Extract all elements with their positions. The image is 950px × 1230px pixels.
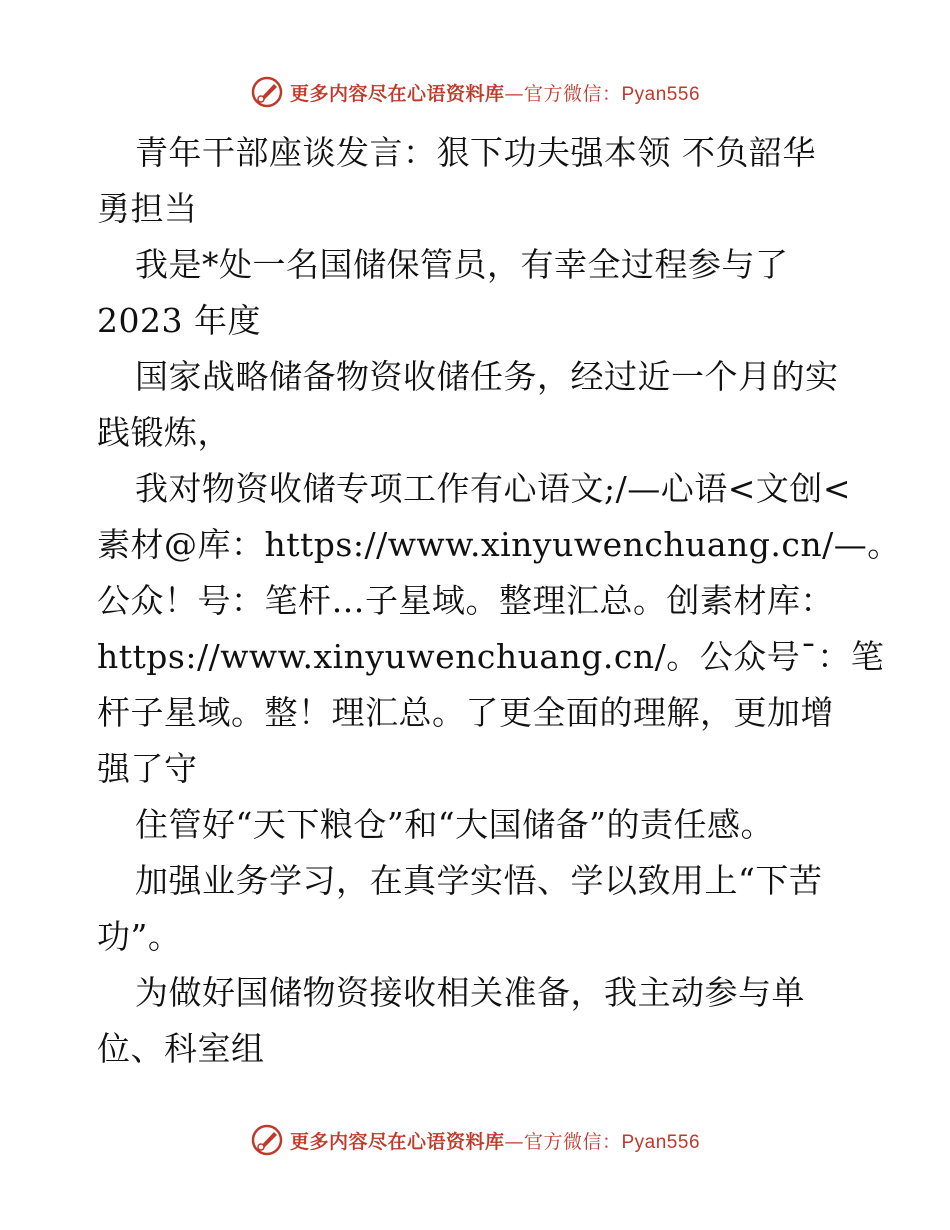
footer-wechat: 官方微信：Pyan556 [524, 1131, 701, 1153]
body-line: 2023 年度 [97, 301, 261, 340]
footer-banner-dash: — [504, 1130, 524, 1153]
brush-logo-icon [250, 75, 284, 109]
body-line: 青年干部座谈发言：狠下功夫强本领 不负韶华 [135, 133, 816, 172]
footer-banner [0, 1120, 950, 1160]
header-wechat: 官方微信：Pyan556 [524, 83, 701, 105]
header-banner-title: 更多内容尽在心语资料库 [289, 82, 505, 105]
brush-logo-icon [250, 1123, 284, 1157]
footer-banner-text [290, 1127, 700, 1154]
body-line: 公众！号：笔杆…子星域。整理汇总。创素材库： [97, 581, 834, 620]
body-line: 强了守 [97, 749, 198, 788]
body-line: 勇担当 [97, 189, 198, 228]
body-line: https://www.xinyuwenchuang.cn/。公众号¯：笔 [97, 637, 885, 676]
header-banner [0, 72, 950, 112]
body-line: 我对物资收储专项工作有心语文;/—心语<文创< [135, 469, 852, 508]
footer-banner-title: 更多内容尽在心语资料库 [289, 1130, 505, 1153]
body-line: 加强业务学习，在真学实悟、学以致用上“下苦 [135, 861, 823, 900]
body-line: 功”。 [97, 917, 182, 956]
header-banner-text [290, 79, 700, 106]
body-line: 住管好“天下粮仓”和“大国储备”的责任感。 [135, 805, 774, 844]
body-line: 素材@库：https://www.xinyuwenchuang.cn/—。 [97, 525, 901, 564]
body-line: 位、科室组 [97, 1029, 265, 1068]
header-banner-dash: — [504, 82, 524, 105]
body-line: 国家战略储备物资收储任务，经过近一个月的实 [135, 357, 839, 396]
body-line: 为做好国储物资接收相关准备，我主动参与单 [135, 973, 805, 1012]
body-line: 杆子星域。整！理汇总。了更全面的理解，更加增 [97, 693, 834, 732]
document-body [97, 125, 901, 1077]
body-line: 践锻炼， [97, 413, 231, 452]
body-line: 我是*处一名国储保管员，有幸全过程参与了 [135, 245, 789, 284]
